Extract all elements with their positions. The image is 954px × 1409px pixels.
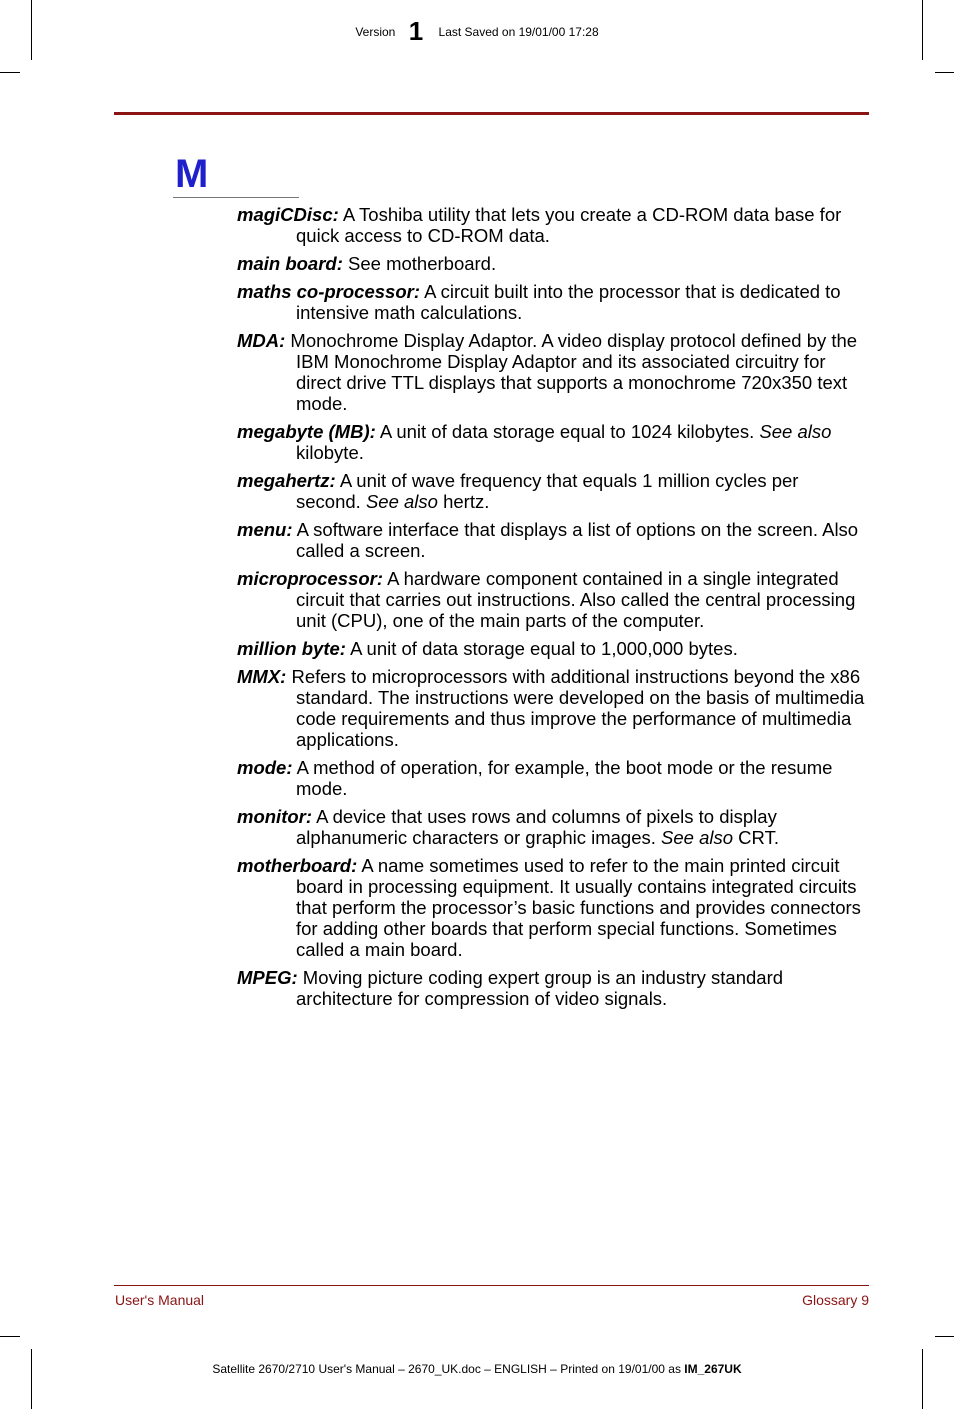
crop-mark xyxy=(31,1349,32,1409)
glossary-definition: Refers to microprocessors with additional instructions beyond the x86 standard. The instructions were developed on the basis of multimedia code requirements and thus improve the performance of multimedia applications. xyxy=(286,666,865,750)
section-heading: M xyxy=(175,152,209,196)
glossary-term: monitor: xyxy=(237,806,313,827)
glossary-term: megabyte (MB): xyxy=(237,421,376,442)
see-also-target: kilobyte. xyxy=(296,442,364,463)
glossary-entry xyxy=(237,666,867,750)
see-also: See also xyxy=(759,421,832,442)
glossary-entry xyxy=(237,806,867,848)
glossary-term: motherboard: xyxy=(237,855,358,876)
glossary-definition: A unit of wave frequency that equals 1 million cycles per second. xyxy=(296,470,799,512)
glossary-term: MDA: xyxy=(237,330,286,351)
glossary-entry xyxy=(237,855,867,960)
glossary-definition: A Toshiba utility that lets you create a CD-ROM data base for quick access to CD-ROM data. xyxy=(296,204,842,246)
crop-mark xyxy=(0,72,20,73)
print-info xyxy=(0,1362,954,1376)
glossary-term: maths co-processor: xyxy=(237,281,420,302)
glossary-entry xyxy=(237,421,867,463)
glossary-definition: A unit of data storage equal to 1,000,000 bytes. xyxy=(345,638,738,659)
glossary-definition: A device that uses rows and columns of pixels to display alphanumeric characters or graphic images. xyxy=(296,806,777,848)
glossary-term: million byte: xyxy=(237,638,346,659)
glossary-entry xyxy=(237,568,867,631)
see-also: See also xyxy=(661,827,734,848)
glossary-entry xyxy=(237,253,867,274)
glossary-entry xyxy=(237,757,867,799)
top-rule xyxy=(114,112,869,115)
glossary-list xyxy=(237,204,867,1016)
page-header xyxy=(0,15,954,46)
print-info-text: Satellite 2670/2710 User's Manual – 2670_UK.doc – ENGLISH – Printed on 19/01/00 as xyxy=(212,1362,685,1376)
last-saved: Last Saved on 19/01/00 17:28 xyxy=(438,25,599,39)
glossary-entry xyxy=(237,281,867,323)
glossary-entry xyxy=(237,638,867,659)
glossary-term: MPEG: xyxy=(237,967,298,988)
glossary-term: main board: xyxy=(237,253,343,274)
crop-mark xyxy=(935,1336,954,1337)
bottom-rule xyxy=(114,1285,869,1286)
glossary-definition: See motherboard. xyxy=(342,253,497,274)
glossary-term: megahertz: xyxy=(237,470,336,491)
glossary-definition: Moving picture coding expert group is an industry standard architecture for compression of video signals. xyxy=(296,967,784,1009)
footer-manual-title: User's Manual xyxy=(115,1292,205,1308)
print-info-code: IM_267UK xyxy=(684,1362,742,1376)
version-number: 1 xyxy=(408,15,424,46)
glossary-term: MMX: xyxy=(237,666,287,687)
see-also-target: hertz. xyxy=(437,491,490,512)
see-also-target: CRT. xyxy=(733,827,779,848)
glossary-definition: A hardware component contained in a single integrated circuit that carries out instructions. Also called the central processing unit (CPU), one of the main parts of the computer. xyxy=(296,568,856,631)
glossary-entry xyxy=(237,519,867,561)
glossary-term: magiCDisc: xyxy=(237,204,339,225)
footer-page-number: Glossary 9 xyxy=(802,1292,869,1308)
glossary-entry xyxy=(237,967,867,1009)
glossary-term: menu: xyxy=(237,519,293,540)
glossary-term: microprocessor: xyxy=(237,568,383,589)
version-label: Version xyxy=(355,25,396,39)
glossary-definition: A name sometimes used to refer to the main printed circuit board in processing equipment. It usually contains integrated circuits that perform the processor’s basic functions and provides connectors for adding other boards that perform special functions. Sometimes called a main board. xyxy=(296,855,861,960)
crop-mark xyxy=(0,1336,20,1337)
glossary-entry xyxy=(237,330,867,414)
glossary-entry xyxy=(237,470,867,512)
glossary-definition: A unit of data storage equal to 1024 kilobytes. xyxy=(375,421,760,442)
glossary-entry xyxy=(237,204,867,246)
glossary-definition: A method of operation, for example, the boot mode or the resume mode. xyxy=(292,757,833,799)
glossary-definition: Monochrome Display Adaptor. A video display protocol defined by the IBM Monochrome Display Adaptor and its associated circuitry for direct drive TTL displays that supports a monochrome 720x350 text mode. xyxy=(285,330,858,414)
crop-mark xyxy=(922,1349,923,1409)
see-also: See also xyxy=(365,491,438,512)
section-underline xyxy=(173,197,299,198)
crop-mark xyxy=(935,72,954,73)
glossary-definition: A software interface that displays a list of options on the screen. Also called a screen. xyxy=(292,519,859,561)
glossary-definition: A circuit built into the processor that is dedicated to intensive math calculations. xyxy=(296,281,841,323)
glossary-term: mode: xyxy=(237,757,293,778)
